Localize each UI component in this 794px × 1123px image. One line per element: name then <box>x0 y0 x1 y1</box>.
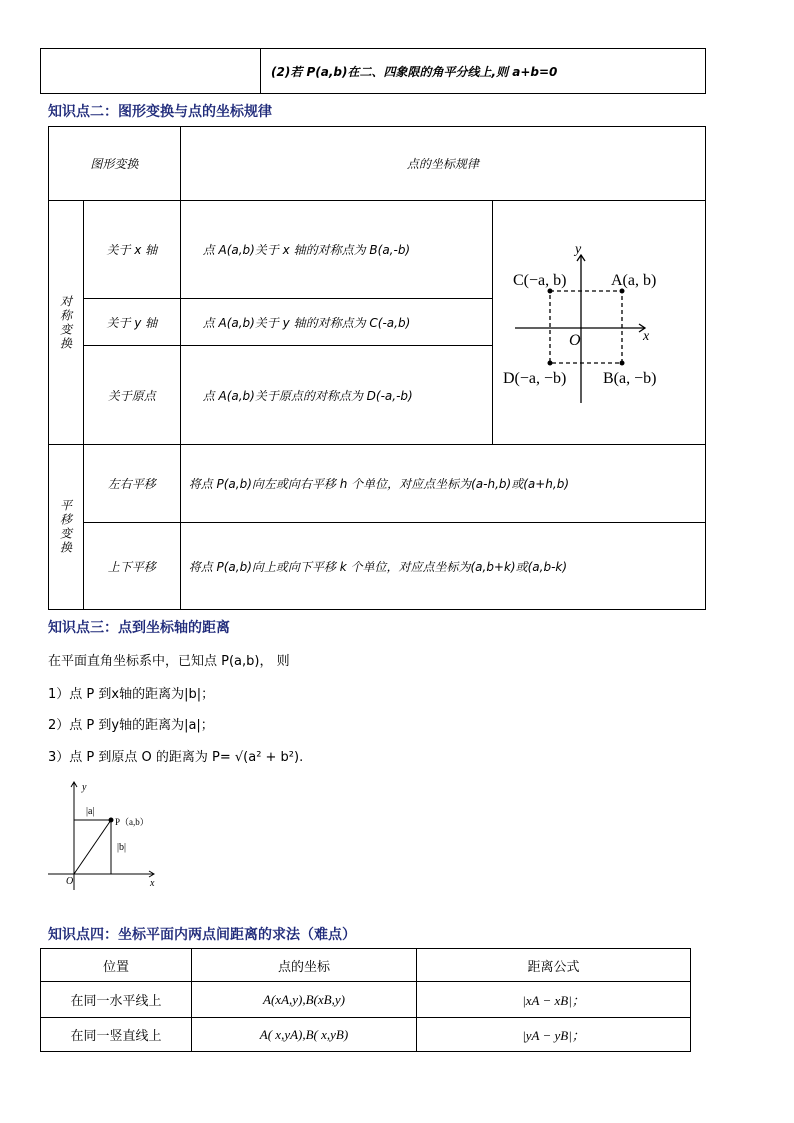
dist-label-abs-b: |b| <box>117 842 127 853</box>
dist-label-P: P（a,b） <box>115 817 149 827</box>
dist-row1-position: 在同一水平线上 <box>41 982 192 1018</box>
trans-row-v-label: 上下平移 <box>83 523 180 610</box>
symmetry-group-label: 对称变换 <box>58 294 73 351</box>
sym-label-x: x <box>643 328 650 344</box>
dist-label-x: x <box>150 878 155 889</box>
sym-row-x-label: 关于 x 轴 <box>83 201 180 299</box>
dist-label-y: y <box>82 782 87 793</box>
sym-label-O: O <box>569 331 581 349</box>
top-rule-cell <box>261 49 706 94</box>
dist-row2-formula: |yA − yB|； <box>417 1018 691 1052</box>
section2-heading: 知识点二：图形变换与点的坐标规律 <box>48 104 272 120</box>
symmetry-figure-cell <box>493 201 706 445</box>
dist-row2-position: 在同一竖直线上 <box>41 1018 192 1052</box>
section3-heading: 知识点三：点到坐标轴的距离 <box>48 620 230 636</box>
trans-row-v-rule: 将点 P(a,b)向上或向下平移 k 个单位，对应点坐标为(a,b+k)或(a,b-k) <box>180 523 705 610</box>
top-rule-text: (2)若 P(a,b)在二、四象限的角平分线上,则 a+b=0 <box>271 64 558 79</box>
dist-row2-coords: A( x,yA),B( x,yB) <box>192 1018 417 1052</box>
dist-header-position: 位置 <box>41 949 192 982</box>
sym-label-A: A(a, b) <box>611 271 657 289</box>
dist-row1-formula: |xA − xB|； <box>417 982 691 1018</box>
sym-dashed-rect <box>550 291 622 363</box>
section3-intro: 在平面直角坐标系中，已知点 P(a,b)， 则 <box>48 654 290 669</box>
symmetry-figure <box>493 203 705 443</box>
sym-label-B: B(a, −b) <box>603 369 657 387</box>
trans-row-h-label: 左右平移 <box>83 445 180 523</box>
sym-label-C: C(−a, b) <box>513 271 567 289</box>
distance-table <box>40 948 691 1052</box>
sym-label-D: D(−a, −b) <box>503 369 567 387</box>
section3-item-1: 1）点 P 到x轴的距离为|b|； <box>48 687 215 702</box>
dist-label-O: O <box>66 876 74 887</box>
top-empty-cell <box>41 49 261 94</box>
header-rule: 点的坐标规律 <box>180 127 705 201</box>
distance-figure <box>44 778 174 896</box>
dist-hypotenuse <box>74 820 111 874</box>
section3-item-3: 3）点 P 到原点 O 的距离为 P= √(a² + b²). <box>48 750 304 765</box>
dist-header-coords: 点的坐标 <box>192 949 417 982</box>
dist-row1-coords: A(xA,y),B(xB,y) <box>192 982 417 1018</box>
transform-table <box>48 126 706 610</box>
dist-header-formula: 距离公式 <box>417 949 691 982</box>
symmetry-group-cell <box>49 201 84 445</box>
dist-point-P <box>109 818 114 823</box>
dist-label-abs-a: |a| <box>86 806 95 817</box>
sym-row-y-label: 关于 y 轴 <box>83 299 180 346</box>
section3-item-2: 2）点 P 到y轴的距离为|a|； <box>48 718 214 733</box>
top-table <box>40 48 706 94</box>
trans-row-h-rule: 将点 P(a,b)向左或向右平移 h 个单位，对应点坐标为(a-h,b)或(a+h,b) <box>180 445 705 523</box>
sym-point-C <box>548 288 553 293</box>
sym-row-x-rule: 点 A(a,b)关于 x 轴的对称点为 B(a,-b) <box>180 201 492 299</box>
sym-label-y: y <box>575 241 582 257</box>
header-transform: 图形变换 <box>49 127 181 201</box>
translation-group-label: 平移变换 <box>58 499 73 555</box>
sym-row-origin-label: 关于原点 <box>83 346 180 445</box>
sym-point-A <box>620 288 625 293</box>
section4-heading: 知识点四：坐标平面内两点间距离的求法（难点） <box>48 927 356 943</box>
sym-row-y-rule: 点 A(a,b)关于 y 轴的对称点为 C(-a,b) <box>180 299 492 346</box>
sym-point-D <box>548 360 553 365</box>
sym-row-origin-rule: 点 A(a,b)关于原点的对称点为 D(-a,-b) <box>180 346 492 445</box>
translation-group-cell <box>49 445 84 610</box>
sym-point-B <box>620 360 625 365</box>
